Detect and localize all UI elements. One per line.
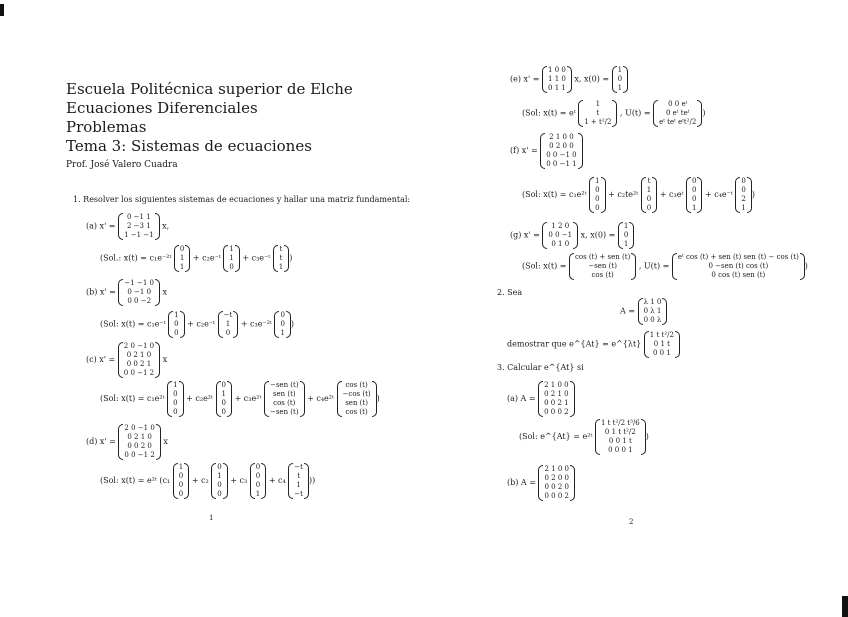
matrix-row: 0 [255,472,261,480]
scan-edge-mark [0,4,4,16]
matrix-body [618,66,622,93]
matrix-row: 0 0 eᵗ [668,100,688,108]
matrix-row: 0 [221,408,227,416]
problem-1b [86,279,167,306]
eq-label: (f) x' = [510,146,538,155]
matrix-row: 0 0 −1 0 [546,151,577,159]
problem-1e [510,66,628,93]
matrix-row: 0 2 1 0 [126,351,152,359]
matrix-row: 0 0 −2 [127,297,152,305]
matrix-row: sen (t) [272,390,296,398]
matrix-row: 0 [280,320,285,328]
solution-1c: (Sol: x(t) = c₁e²ᵗ 1 0 0 0 + c₂e²ᵗ 0 1 0 0 + c₃e²ᵗ −sen (t) sen (t) cos (t) −sen (t) + c₄e²ᵗ cos (t) −cos (t) sen (t) cos (t) ) [100,381,380,416]
matrix-row: 1 [646,186,652,194]
matrix-row: 0 [691,177,697,185]
matrix-row: 0 −1 1 [126,213,151,221]
vector [168,311,184,338]
matrix-row: 1 [691,204,697,212]
matrix-body [575,253,630,280]
matrix-row: 0 [217,481,222,489]
matrix [538,381,575,417]
matrix-row: 0 [617,75,623,83]
matrix-body [280,311,284,338]
problem-2-matrix [620,298,667,325]
term: + c₃e⁻²ᵗ [240,319,272,329]
matrix-row: 0 −1 0 [127,288,152,296]
matrix-row: t [596,109,600,117]
vector [223,245,239,272]
matrix-body [173,381,177,417]
problem-1d [86,424,168,460]
vector [250,463,266,499]
matrix-body [659,100,696,127]
matrix-row: 1 [217,472,222,480]
vector [569,253,636,280]
matrix-row: 0 0 2 1 [126,360,152,368]
solution-1e: (Sol: x(t) = eᵗ 1 t 1 + t²/2 , U(t) = 0 0 eᵗ 0 eᵗ teᵗ eᵗ teᵗ eᵗt²/2 ) [522,100,706,126]
matrix-row: cos (t) [345,381,368,389]
matrix-row: 0 [255,463,261,471]
topic-title: Tema 3: Sistemas de ecuaciones [66,137,312,155]
problem-1a [86,213,169,240]
matrix-row: 1 −1 −1 [124,231,154,239]
matrix-row: 0 [221,399,227,407]
matrix-row: 0 0 0 2 [544,408,569,416]
matrix-row: 2 0 −1 0 [124,424,155,432]
matrix-body [217,463,221,499]
matrix-row: 0 [691,186,697,194]
matrix-row: 0 [646,204,652,212]
solution-label: (Sol: x(t) = [522,261,567,271]
matrix-row: 0 [741,186,746,194]
matrix [118,342,160,378]
problem-1g [510,222,634,249]
matrix-row: 0 [178,472,184,480]
matrix-row: 0 1 t [653,340,670,348]
matrix-row: 0 [174,329,179,337]
matrix [595,419,646,455]
problem-2-title: 2. Sea [497,288,523,297]
matrix-row: 0 [255,481,261,489]
matrix-row: 1 [617,84,623,92]
problem-1c [86,342,167,378]
vector [273,245,289,272]
matrix-row: 2 1 0 0 [544,465,569,473]
matrix-body [647,177,651,213]
matrix-row: 1 [595,100,601,108]
matrix-row: 0 [173,408,178,416]
vector [686,177,702,213]
matrix [638,298,668,325]
problem-1f [510,133,583,169]
matrix-row: 1 [623,240,629,248]
vector [174,245,190,272]
vector [288,463,309,499]
matrix-row: 2 [741,195,746,203]
matrix-row: 0 2 0 0 [544,474,569,482]
solution-label: (Sol: x(t) = e²ᵗ [100,476,157,485]
matrix-row: 0 [173,390,178,398]
matrix-body [270,381,299,417]
vector [218,311,239,338]
matrix [118,279,160,306]
matrix-row: t [279,254,283,262]
vector [337,381,377,417]
matrix-row: 0 [229,263,234,271]
matrix-row: 1 2 0 [551,222,570,230]
matrix-row: 0 [178,490,184,498]
solution-1g: (Sol: x(t) = cos (t) + sen (t) −sen (t) cos (t) , U(t) = eᵗ cos (t) + sen (t) sen (t) − cos (t) 0 −sen (t) cos (t) 0 cos (t) sen (t) ) [522,253,808,279]
matrix-row: 0 0 −1 [548,231,573,239]
matrix-row: 0 [280,311,285,319]
matrix-row: 1 t t²/2 [649,331,674,339]
eq-tail: x, x(0) = [580,230,616,240]
matrix-row: −t [294,463,303,471]
matrix-body [224,311,233,338]
matrix-body [678,253,799,280]
matrix [542,66,572,93]
matrix [118,424,160,460]
doc-type: Problemas [66,118,147,136]
term: + c₄e⁻ᵗ [704,190,733,199]
matrix-row: 1 [255,490,261,498]
matrix-row: 0 0 2 0 [127,442,152,450]
matrix-body [546,133,576,169]
eq-tail: x, [162,221,170,231]
term: + c₂e⁻ᵗ [192,253,221,263]
matrix-row: sen (t) [345,399,368,407]
eq-tail: x [162,287,168,297]
matrix-body [650,331,674,358]
eq-label: (a) x' = [86,221,116,231]
matrix-body [222,381,226,417]
term: + c₃ [230,476,248,485]
matrix-row: 1 [179,263,185,271]
term: , U(t) = [638,261,670,271]
term: + c₂e²ᵗ [186,394,213,403]
matrix-row: 0 [595,204,600,212]
matrix-row: 0 cos (t) sen (t) [711,271,766,279]
matrix [538,465,575,501]
matrix-row: 0 2 1 0 [544,390,569,398]
term: + c₃e²ᵗ [234,394,262,403]
solution-label: (Sol: x(t) = c₁e⁻ᵗ [100,319,166,329]
eq-label: (c) x' = [86,355,116,364]
matrix-row: −cos (t) [342,390,371,398]
matrix-row: 1 [278,263,284,271]
matrix-row: 1 [221,390,227,398]
document-header [66,80,353,156]
matrix-row: 1 [173,381,178,389]
solution-1b: (Sol: x(t) = c₁e⁻ᵗ 1 0 0 + c₂e⁻ᵗ −t 1 0 + c₃e⁻²ᵗ 0 0 1 ) [100,311,295,337]
solution-label: (Sol.: x(t) = c₁e⁻²ᵗ [100,253,172,263]
matrix-row: 1 1 0 [548,75,566,83]
matrix-row: 0 [179,245,185,253]
matrix [644,331,680,358]
matrix-row: 0 1 t t²/2 [604,428,636,436]
matrix-row: 0 eᵗ teᵗ [665,109,690,117]
matrix-row: 1 [179,254,185,262]
matrix-body [692,177,696,213]
matrix-row: −sen (t) [588,262,617,270]
statement: demostrar que e^{At} = e^{λt} [507,339,642,349]
matrix-row: 0 [174,320,179,328]
vector [589,177,605,213]
matrix-row: 1 [225,320,231,328]
matrix-row: 1 [741,204,746,212]
matrix-row: 1 [229,254,234,262]
term: + c₂te²ᵗ [608,190,639,199]
matrix-row: 0 0 2 1 [544,399,569,407]
matrix-body [124,213,154,240]
matrix-row: cos (t) [345,408,368,416]
matrix-row: 1 [623,222,629,230]
solution-label: (Sol: e^{At} = e²ᵗ [519,432,593,441]
eq-label: (d) x' = [86,437,116,446]
matrix-body [548,66,566,93]
matrix [653,100,702,127]
term: + c₂ [191,476,209,485]
matrix-row: 0 0 1 [652,349,671,357]
term: + c₄ [268,476,286,485]
course-title: Ecuaciones Diferenciales [66,99,258,117]
eq-tail: x [163,437,168,446]
matrix-row: −sen (t) [269,381,299,389]
problem-3a [507,381,575,417]
matrix-row: 1 [178,463,184,471]
matrix-row: 0 2 0 0 [549,142,574,150]
matrix-row: 0 [741,177,746,185]
matrix-row: 0 1 0 [551,240,570,248]
matrix-row: −t [294,490,303,498]
solution-1f: (Sol: x(t) = c₁e²ᵗ 1 0 0 0 + c₂te²ᵗ t 1 0 0 + c₃eᵗ 0 0 0 1 + c₄e⁻ᵗ 0 0 2 1 ) [522,177,755,212]
problem-3-title: 3. Calcular e^{At} si [497,363,584,372]
matrix-row: 0 0 −1 2 [123,369,155,377]
page-number-left: 1 [209,514,214,522]
problem-1-intro: 1. Resolver los siguientes sistemas de ecuaciones y hallar una matriz fundamental: [73,195,411,204]
page-number-right: 2 [629,518,634,526]
term: + c₃eᵗ [659,190,684,199]
matrix-row: 1 [595,177,600,185]
matrix-row: 0 0 −1 1 [546,160,577,168]
matrix-body [624,222,628,249]
problem-3b [507,465,575,501]
eq-label: A = [620,306,636,316]
matrix-row: 0 [221,381,227,389]
matrix-row: 0 0 1 t [608,437,632,445]
author: Prof. José Valero Cuadra [66,160,178,170]
eq-label: (g) x' = [510,230,540,240]
matrix-body [279,245,283,272]
eq-tail: x, x(0) = [574,74,610,84]
vector [173,463,189,499]
matrix-body [294,463,303,499]
eq-label: (e) x' = [510,74,540,84]
matrix-row: 0 −sen (t) cos (t) [708,262,769,270]
matrix-body [179,463,183,499]
matrix-row: 0 0 −1 2 [124,451,155,459]
vector [264,381,305,417]
matrix-body [741,177,745,213]
matrix-body [595,177,599,213]
matrix-row: 2 1 0 0 [544,381,569,389]
solution-label: (Sol: x(t) = c₁e²ᵗ [100,394,165,403]
matrix-row: cos (t) [273,399,296,407]
vector [167,381,183,417]
matrix-body [584,100,611,127]
matrix-row: 0 [217,490,222,498]
matrix-body [544,381,569,417]
matrix-body [124,424,154,460]
matrix-row: 1 0 0 [548,66,566,74]
matrix-row: 0 2 1 0 [127,433,152,441]
vector [211,463,227,499]
matrix-row: 0 λ 1 [643,307,662,315]
matrix-row: 0 [225,329,231,337]
matrix-body [601,419,640,455]
matrix-row: −t [223,311,233,319]
solution-1d: (Sol: x(t) = e²ᵗ (c₁ 1 0 0 0 + c₂ 0 1 0 0 + c₃ 0 0 0 1 + c₄ −t t 1 −t )) [100,463,316,498]
problem-2-statement [507,331,680,358]
matrix-row: cos (t) + sen (t) [574,253,631,261]
matrix-row: cos (t) [591,271,614,279]
matrix-body [124,342,154,378]
vector [641,177,657,213]
vector [578,100,617,127]
matrix-row: 0 [691,195,697,203]
term: , U(t) = [619,108,651,118]
matrix-row: 1 [280,329,285,337]
matrix-row: 0 0 0 2 [544,492,569,500]
matrix-row: t [297,472,301,480]
term: + c₃e⁻ᵗ [242,253,271,263]
solution-label: (Sol: x(t) = eᵗ [522,108,576,118]
matrix-row: 1 t t²/2 t³/6 [600,419,640,427]
matrix-body [548,222,572,249]
matrix [540,133,582,169]
vector [612,66,628,93]
eq-label: (b) A = [507,478,536,487]
matrix-row: 0 [595,186,600,194]
matrix-row: 0 0 2 0 [544,483,569,491]
matrix-row: 2 1 0 0 [549,133,574,141]
school-title: Escuela Politécnica superior de Elche [66,80,353,98]
matrix-row: 2 −3 1 [126,222,151,230]
term: + c₂e⁻ᵗ [187,319,216,329]
matrix-row: 2 0 −1 0 [123,342,155,350]
matrix-row: −sen (t) [269,408,299,416]
solution-1a: (Sol.: x(t) = c₁e⁻²ᵗ 0 1 1 + c₂e⁻ᵗ 1 1 0 + c₃e⁻ᵗ t t 1 ) [100,245,293,271]
matrix-row: 0 0 λ [643,316,662,324]
eq-label: (a) A = [507,394,536,403]
matrix-body [544,465,569,501]
matrix-row: 0 1 1 [548,84,566,92]
matrix [672,253,805,280]
term: + c₄e²ᵗ [307,394,334,403]
matrix-row: 0 [173,399,178,407]
solution-label: (Sol: x(t) = c₁e²ᵗ [522,190,587,199]
matrix-body [256,463,260,499]
eq-tail: x [162,355,168,364]
matrix [542,222,578,249]
vector [735,177,751,213]
matrix-body [229,245,233,272]
matrix-row: 0 [646,195,652,203]
eq-label: (b) x' = [86,287,116,297]
matrix [118,213,160,240]
matrix-row: 1 [174,311,179,319]
matrix-row: −1 −1 0 [124,279,154,287]
matrix-row: 0 [178,481,184,489]
matrix-body [174,311,178,338]
matrix-row: 0 [217,463,222,471]
solution-3a: (Sol: e^{At} = e²ᵗ 1 t t²/2 t³/6 0 1 t t²/2 0 0 1 t 0 0 0 1 ) [519,419,649,454]
matrix-row: t [279,245,283,253]
matrix-row: t [647,177,651,185]
matrix-body [180,245,184,272]
matrix-row: 1 [617,66,623,74]
vector [274,311,290,338]
vector [216,381,232,417]
matrix-row: 1 + t²/2 [584,118,612,126]
matrix-row: 0 [623,231,629,239]
scan-edge-mark [842,596,848,617]
vector [618,222,634,249]
matrix-body [343,381,371,417]
matrix-row: 1 [296,481,301,489]
term: c₁ [162,476,171,485]
matrix-row: eᵗ cos (t) + sen (t) sen (t) − cos (t) [677,253,799,261]
matrix-row: eᵗ teᵗ eᵗt²/2 [659,118,697,126]
matrix-row: 1 [229,245,234,253]
matrix-row: 0 [595,195,600,203]
matrix-row: λ 1 0 [643,298,662,306]
matrix-body [644,298,662,325]
matrix-body [124,279,154,306]
matrix-row: 0 0 0 1 [608,446,633,454]
